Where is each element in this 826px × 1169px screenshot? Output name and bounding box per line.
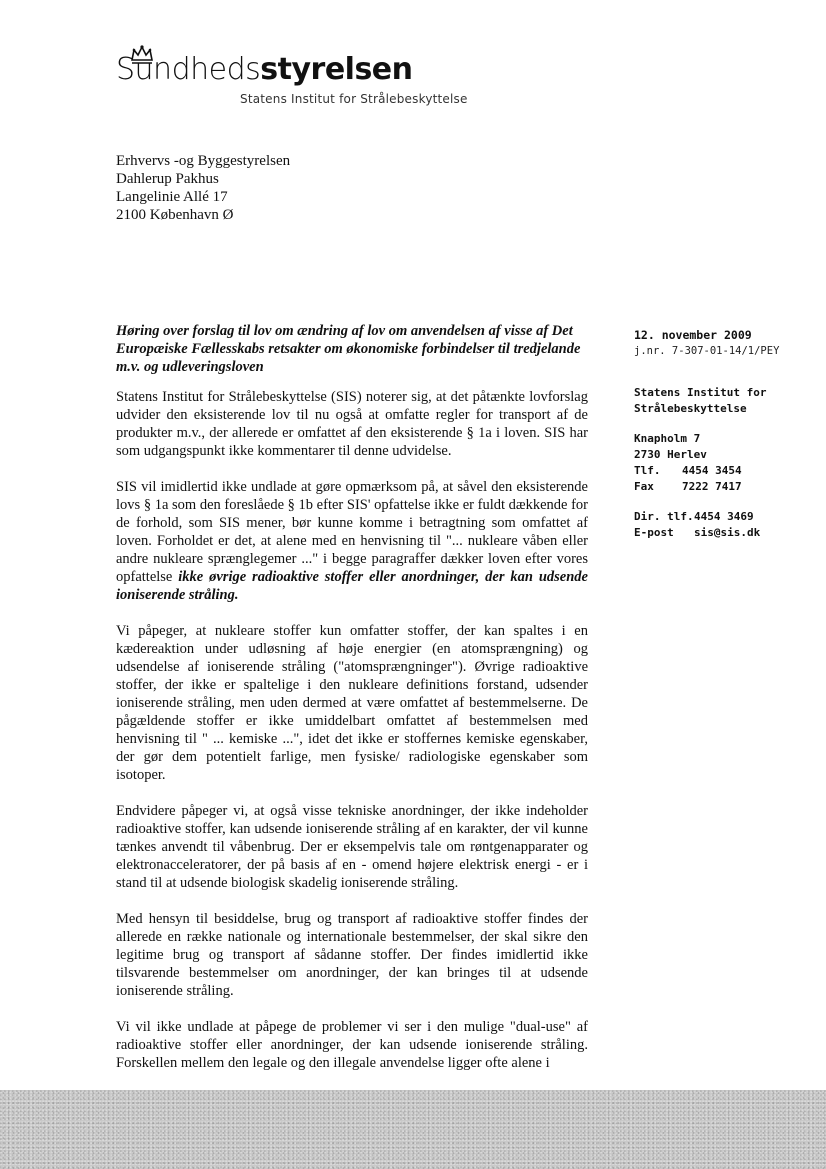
sender-org: Statens Institut for Strålebeskyttelse [634,386,767,415]
body-paragraph: Statens Institut for Strålebeskyttelse (SIS) noterer sig, at det påtænkte lovforslag udvider den eksisterende lov til nu også at omfatte regler for transport af de produkter m.v., der allerede er omfattet af den eksisterende § 1a i loven. SIS har som udgangspunkt ikke kommentarer til denne udvidelse. [116,389,588,459]
journal-number: j.nr. 7-307-01-14/1/PEY [634,345,780,357]
body-paragraph: Endvidere påpeger vi, at også visse tekniske anordninger, der ikke indeholder radioaktive stoffer, kan udsende ioniserende stråling af en karakter, der vil kunne tænkes anvendt til våbenbrug. Der er eksempelvis tale om røntgenapparater og elektronacceleratorer, der på basis af en - omend højere elektrisk energi - er i stand til at udsende biologisk skadelig ioniserende stråling. [116,803,588,891]
address-line: Dahlerup Pakhus [116,171,219,187]
address-line: Erhvervs -og Byggestyrelsen [116,153,291,169]
logo-name-part1: Sundheds [116,52,261,87]
sender-fax [634,479,804,495]
sender-city: 2730 Herlev [634,448,707,461]
sender-email [634,525,804,541]
logo-wordmark [116,52,413,87]
direct-phone-value: 4454 3469 [694,510,754,523]
phone-value: 4454 3454 [682,464,742,477]
direct-phone-label: Dir. tlf. [634,510,694,523]
body-paragraph-text: SIS vil imidlertid ikke undlade at gøre opmærksom på, at såvel den eksisterende lovs § 1a som den foreslåede § 1b efter SIS' opfattelse ikke er fuldt dækkende for de forhold, som SIS mener, bør kunne komme i betragtning som omfattet af loven. Forholdet er det, at alene med en henvisning til "... nukleare våben eller andre nukleare sprænglegemer ..." i begge paragraffer dækker loven efter vores opfattelse [116,479,588,585]
fax-label: Fax [634,480,654,493]
sender-phone [634,463,804,479]
body-paragraph [116,478,588,604]
letter-subject: Høring over forslag til lov om ændring af lov om anvendelsen af visse af Det Europæiske Fællesskabs retsakter om økonomiske forbindelser til tredjelande m.v. og udleveringsloven [116,323,581,375]
body-paragraph-emphasis: ikke øvrige radioaktive stoffer eller anordninger, der kan udsende ioniserende stråling. [116,569,588,603]
address-line: Langelinie Allé 17 [116,189,228,205]
letter-date: 12. november 2009 [634,328,752,342]
body-paragraph: Med hensyn til besiddelse, brug og transport af radioaktive stoffer findes der allerede en række nationale og internationale bestemmelser, der skal sikre den legitime brug og transport af sådanne stoffer. Der findes imidlertid ikke tilsvarende bestemmelser om anordninger, der kan bringes til at udsende ioniserende stråling. [116,911,588,999]
sender-direct-phone [634,509,804,525]
logo-subtitle: Statens Institut for Strålebeskyttelse [240,92,468,106]
phone-label: Tlf. [634,464,661,477]
fax-value: 7222 7417 [682,480,742,493]
footer-band [0,1090,826,1169]
email-label: E-post [634,526,674,539]
email-value: sis@sis.dk [694,526,761,539]
body-paragraph: Vi påpeger, at nukleare stoffer kun omfatter stoffer, der kan spaltes i en kædereaktion under udløsning af høje energier (en atomsprængning) og udsendelse af ioniserende stråling ("atomsprængninger"). Øvrige radioaktive stoffer, der ikke er spaltelige i den nukleare definitions forstand, udsender ioniserende stråling, men uden dermed at være omfattet af bestemmelserne. De pågældende stoffer er ikke umiddelbart omfattet af bestemmelsen med henvisning til " ... kemiske ...", idet det ikke er stoffernes kemiske egenskaber, der gør dem potentielt farlige, men fysiske/ radiologiske egenskaber som isotoper. [116,623,588,783]
letter-body [116,388,588,1090]
body-paragraph: Vi vil ikke undlade at påpege de problemer vi ser i den mulige "dual-use" af radioaktive stoffer eller anordninger, der kan udsende ioniserende stråling. Forskellen mellem den legale og den illegale anvendelse ligger ofte alene i [116,1019,588,1071]
sender-street: Knapholm 7 [634,432,701,445]
sender-sidebar [634,327,804,541]
address-line: 2100 København Ø [116,207,234,223]
recipient-address [116,152,290,224]
logo-name-part2: styrelsen [260,52,413,87]
